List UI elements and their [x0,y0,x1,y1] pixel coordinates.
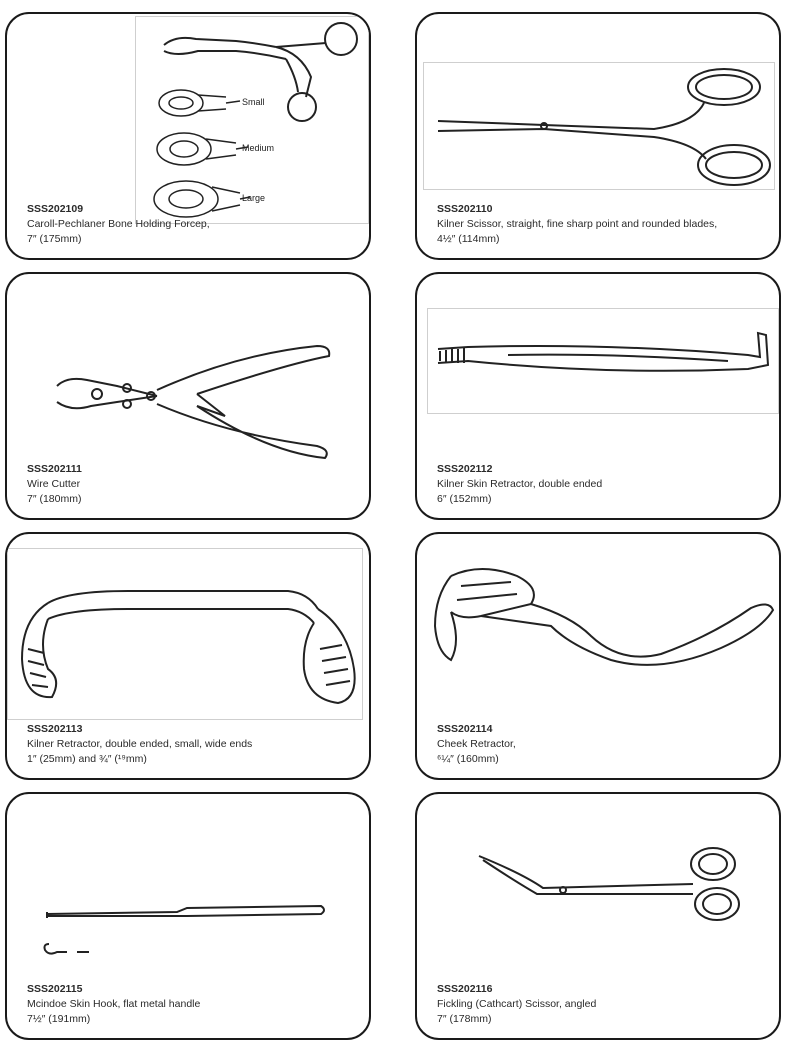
product-code: SSS202110 [437,203,493,215]
product-name: Fickling (Cathcart) Scissor, angled [437,998,597,1010]
skin-hook-icon [37,894,337,964]
product-name: Wire Cutter [27,478,81,490]
product-code: SSS202113 [27,723,83,735]
product-code: SSS202116 [437,983,493,995]
product-caption [27,722,357,767]
product-size: 4½″ (114mm) [437,233,500,245]
cheek-retractor-icon [421,556,777,676]
wire-cutter-icon [47,334,337,464]
product-card [5,272,371,520]
product-size: 6″ (152mm) [437,493,492,505]
product-name: Kilner Skin Retractor, double ended [437,478,603,490]
product-caption [27,982,357,1027]
product-size: 1″ (25mm) and ¾″ (¹⁹mm) [27,753,147,765]
product-name: Mcindoe Skin Hook, flat metal handle [27,998,201,1010]
size-label-large: Large [242,193,266,203]
product-card [5,532,371,780]
product-caption [437,982,767,1027]
product-card [5,12,371,260]
product-name: Cheek Retractor, [437,738,516,750]
scissor-icon [423,62,775,190]
product-caption [437,462,767,507]
product-card [415,532,781,780]
product-code: SSS202114 [437,723,493,735]
product-name: Kilner Scissor, straight, fine sharp point and rounded blades, [437,218,718,230]
product-caption [437,202,767,247]
product-code: SSS202112 [437,463,493,475]
skin-retractor-icon [427,308,779,414]
product-card [415,792,781,1040]
product-size: 7″ (180mm) [27,493,82,505]
product-card [415,12,781,260]
product-card [415,272,781,520]
product-caption [27,202,357,247]
product-size: 7″ (175mm) [27,233,82,245]
bone-holding-forcep-icon [135,16,369,224]
product-size: ⁶¼″ (160mm) [437,753,499,765]
product-caption [437,722,767,767]
product-size: 7″ (178mm) [437,1013,492,1025]
product-code: SSS202109 [27,203,84,215]
product-code: SSS202111 [27,463,82,475]
product-size: 7½″ (191mm) [27,1013,91,1025]
product-name: Kilner Retractor, double ended, small, wide ends [27,738,253,750]
product-code: SSS202115 [27,983,83,995]
double-ended-retractor-icon [7,548,363,720]
product-caption [27,462,357,507]
angled-scissor-icon [473,844,753,924]
size-label-medium: Medium [242,143,275,153]
size-label-small: Small [242,97,265,107]
product-card [5,792,371,1040]
product-name: Caroll-Pechlaner Bone Holding Forcep, [27,218,210,230]
